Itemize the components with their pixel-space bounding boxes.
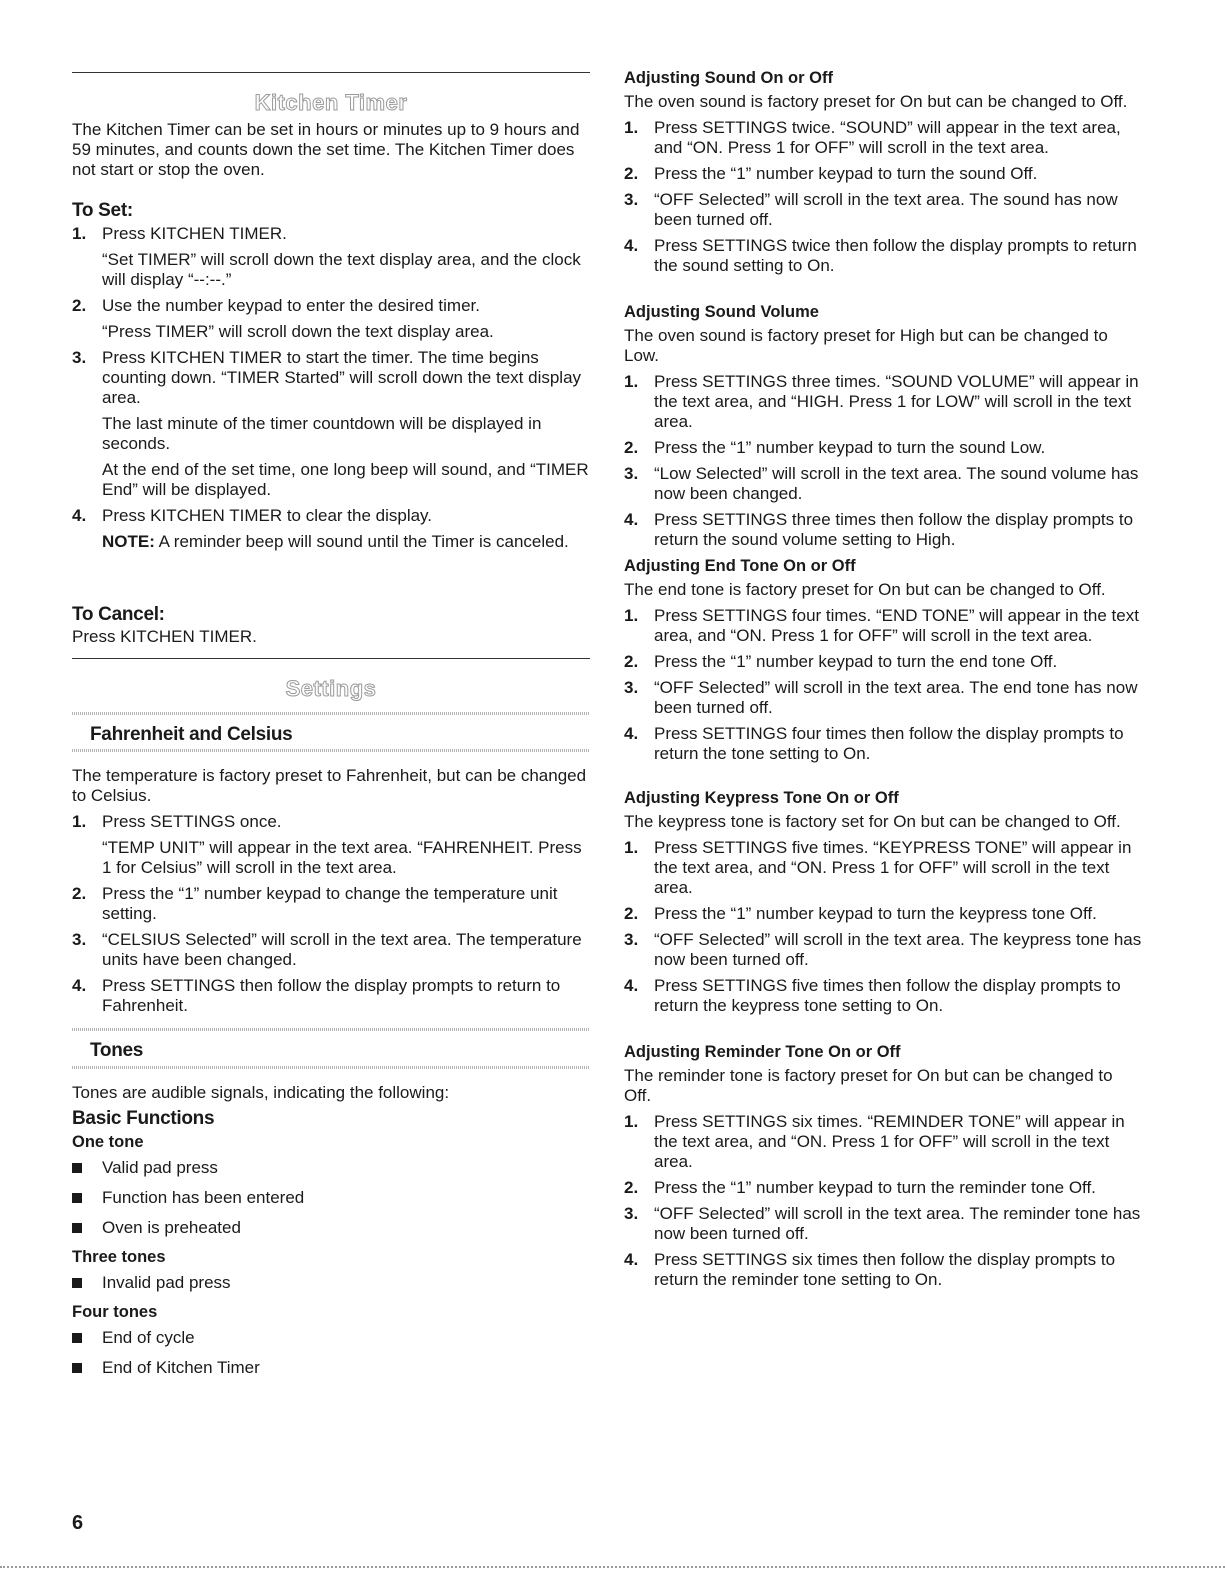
list-item: 4. Press SETTINGS then follow the display prompts to return to Fahrenheit. — [72, 976, 561, 1015]
three-tones-heading: Three tones — [72, 1248, 166, 1266]
end-tone-intro: The end tone is factory preset for On but can be changed to Off. — [624, 580, 1106, 599]
volume-section — [624, 302, 1144, 550]
list-item: Invalid pad press — [72, 1273, 590, 1303]
list-item: 2. Use the number keypad to enter the desired timer. — [72, 296, 480, 315]
list-item: 4. Press SETTINGS six times then follow the display prompts to return the reminder tone setting to On. — [624, 1250, 1116, 1289]
hatch-rule — [72, 712, 590, 715]
list-item: 1. Press SETTINGS five times. “KEYPRESS TONE” will appear in the text area, and “ON. Press 1 for OFF” will scroll in the text area. — [624, 838, 1132, 897]
list-item: The last minute of the timer countdown will be displayed in seconds. — [102, 414, 542, 453]
end-tone-heading: Adjusting End Tone On or Off — [624, 557, 856, 575]
to-set-steps — [72, 224, 590, 552]
tones-heading: Tones — [90, 1040, 144, 1061]
fahrenheit-steps — [72, 812, 590, 1016]
list-item: 2. Press the “1” number keypad to turn the sound Off. — [624, 164, 1038, 183]
sound-intro: The oven sound is factory preset for On but can be changed to Off. — [624, 92, 1128, 111]
list-item: Function has been entered — [72, 1188, 590, 1218]
volume-heading: Adjusting Sound Volume — [624, 303, 819, 321]
to-set-heading: To Set: — [72, 200, 133, 221]
reminder-steps — [624, 1112, 1144, 1290]
keypress-heading: Adjusting Keypress Tone On or Off — [624, 789, 899, 807]
list-item: 4. Press SETTINGS five times then follow the display prompts to return the keypress tone setting to On. — [624, 976, 1121, 1015]
list-item: 2. Press the “1” number keypad to turn the sound Low. — [624, 438, 1046, 457]
keypress-steps — [624, 838, 1144, 1016]
kitchen-timer-intro: The Kitchen Timer can be set in hours or minutes up to 9 hours and 59 minutes, and counts down the set time. The Kitchen Timer does not start or stop the oven. — [72, 120, 580, 179]
hatch-rule — [72, 749, 590, 752]
page-bottom-edge — [0, 1566, 1225, 1568]
keypress-intro: The keypress tone is factory set for On but can be changed to Off. — [624, 812, 1121, 831]
list-item: 1. Press SETTINGS once. — [72, 812, 282, 831]
end-tone-steps — [624, 606, 1144, 764]
list-item: 2. Press the “1” number keypad to change the temperature unit setting. — [72, 884, 558, 923]
reminder-heading: Adjusting Reminder Tone On or Off — [624, 1043, 901, 1061]
list-item: 3. “OFF Selected” will scroll in the text area. The end tone has now been turned off. — [624, 678, 1138, 717]
list-item: 4. Press KITCHEN TIMER to clear the display. — [72, 506, 433, 525]
four-tones-list — [72, 1328, 590, 1388]
list-item: End of Kitchen Timer — [72, 1358, 590, 1388]
list-item: 4. Press SETTINGS twice then follow the display prompts to return the sound setting to On. — [624, 236, 1137, 275]
end-tone-section — [624, 556, 1144, 764]
settings-title: Settings — [285, 676, 377, 701]
list-item: 4. Press SETTINGS three times then follow the display prompts to return the sound volume setting to High. — [624, 510, 1134, 549]
keypress-section — [624, 788, 1144, 1016]
list-item: 3. “Low Selected” will scroll in the text area. The sound volume has now been changed. — [624, 464, 1139, 503]
list-item: 1. Press KITCHEN TIMER. — [72, 224, 287, 243]
list-item: End of cycle — [72, 1328, 590, 1358]
list-item: 2. Press the “1” number keypad to turn the end tone Off. — [624, 652, 1058, 671]
list-item: 2. Press the “1” number keypad to turn the reminder tone Off. — [624, 1178, 1096, 1197]
list-item: “Press TIMER” will scroll down the text display area. — [102, 322, 494, 341]
fahrenheit-celsius-heading: Fahrenheit and Celsius — [90, 724, 293, 745]
section-divider — [72, 658, 590, 659]
sound-section — [624, 68, 1144, 276]
list-item: “TEMP UNIT” will appear in the text area. “FAHRENHEIT. Press 1 for Celsius” will scroll in the text area. — [102, 838, 582, 877]
one-tone-heading: One tone — [72, 1133, 144, 1151]
hatch-rule — [72, 1066, 590, 1069]
to-cancel-text: Press KITCHEN TIMER. — [72, 627, 257, 646]
four-tones-heading: Four tones — [72, 1303, 158, 1321]
list-item: Oven is preheated — [72, 1218, 590, 1248]
list-item: 1. Press SETTINGS twice. “SOUND” will appear in the text area, and “ON. Press 1 for OFF” will scroll in the text area. — [624, 118, 1121, 157]
list-item: 3. “OFF Selected” will scroll in the text area. The reminder tone has now been turned off. — [624, 1204, 1141, 1243]
sound-heading: Adjusting Sound On or Off — [624, 69, 833, 87]
hatch-rule — [72, 1028, 590, 1031]
list-item: Valid pad press — [72, 1158, 590, 1188]
list-item: 1. Press SETTINGS four times. “END TONE” will appear in the text area, and “ON. Press 1 for OFF” will scroll in the text area. — [624, 606, 1139, 645]
list-item: 1. Press SETTINGS three times. “SOUND VOLUME” will appear in the text area, and “HIGH. Press 1 for LOW” will scroll in the text area. — [624, 372, 1139, 431]
volume-steps — [624, 372, 1144, 550]
list-item: 2. Press the “1” number keypad to turn the keypress tone Off. — [624, 904, 1097, 923]
list-item: 3. “CELSIUS Selected” will scroll in the text area. The temperature units have been changed. — [72, 930, 582, 969]
list-item: 3. “OFF Selected” will scroll in the text area. The keypress tone has now been turned off. — [624, 930, 1142, 969]
list-item: 4. Press SETTINGS four times then follow the display prompts to return the tone setting to On. — [624, 724, 1124, 763]
page-number: 6 — [72, 1512, 84, 1534]
one-tone-list — [72, 1158, 590, 1248]
list-item: 3. “OFF Selected” will scroll in the text area. The sound has now been turned off. — [624, 190, 1118, 229]
list-item: “Set TIMER” will scroll down the text display area, and the clock will display “--:--.” — [102, 250, 581, 289]
note: NOTE: A reminder beep will sound until the Timer is canceled. — [102, 532, 569, 551]
kitchen-timer-title: Kitchen Timer — [254, 90, 408, 115]
list-item: 1. Press SETTINGS six times. “REMINDER TONE” will appear in the text area, and “ON. Press 1 for OFF” will scroll in the text area. — [624, 1112, 1125, 1171]
section-divider — [72, 72, 590, 73]
to-cancel-heading: To Cancel: — [72, 604, 165, 625]
tones-intro: Tones are audible signals, indicating the following: — [72, 1083, 450, 1102]
sound-steps — [624, 118, 1144, 276]
reminder-intro: The reminder tone is factory preset for On but can be changed to Off. — [624, 1066, 1113, 1105]
list-item: At the end of the set time, one long beep will sound, and “TIMER End” will be displayed. — [102, 460, 589, 499]
three-tones-list — [72, 1273, 590, 1303]
fahrenheit-intro: The temperature is factory preset to Fahrenheit, but can be changed to Celsius. — [72, 766, 587, 805]
list-item: 3. Press KITCHEN TIMER to start the timer. The time begins counting down. “TIMER Started” will scroll down the text display area. — [72, 348, 582, 407]
reminder-section — [624, 1042, 1144, 1290]
volume-intro: The oven sound is factory preset for High but can be changed to Low. — [624, 326, 1108, 365]
basic-functions-heading: Basic Functions — [72, 1108, 215, 1129]
